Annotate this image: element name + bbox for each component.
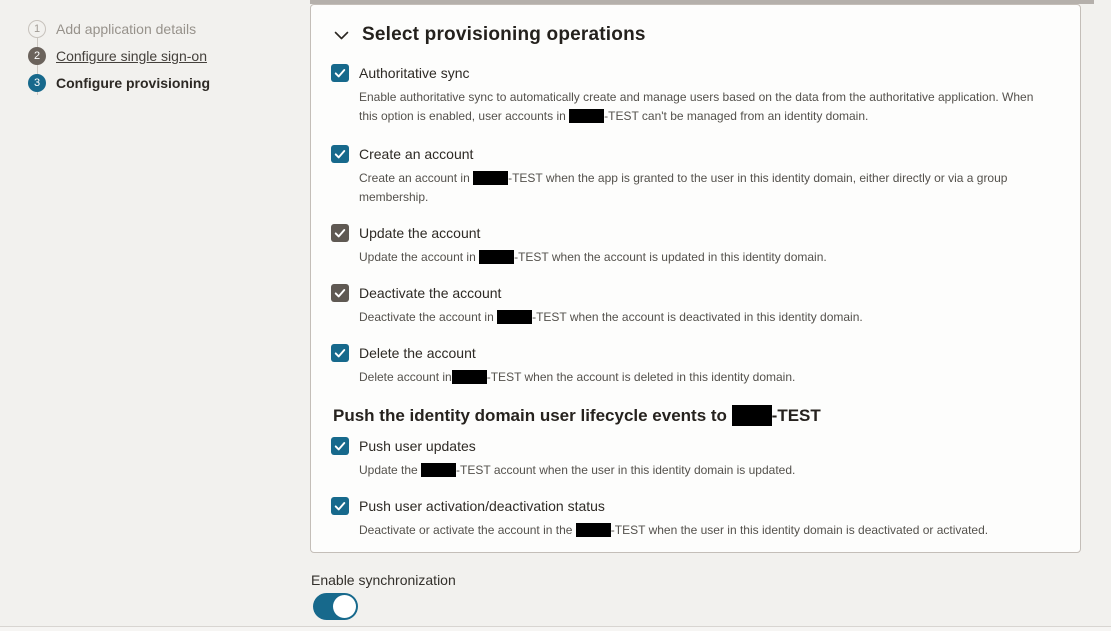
redaction-box	[473, 171, 508, 185]
operations-list	[311, 64, 1080, 387]
checkbox-label[interactable]: Deactivate the account	[359, 285, 502, 301]
step-add-application-details	[28, 20, 298, 38]
bottom-area	[0, 627, 1111, 631]
checkmark-icon	[334, 500, 346, 512]
chevron-down-icon[interactable]	[334, 31, 349, 40]
checkbox-label[interactable]: Push user updates	[359, 438, 476, 454]
checkmark-icon	[334, 347, 346, 359]
push-lifecycle-heading: Push the identity domain user lifecycle events to -TEST	[333, 406, 821, 425]
wizard-stepper	[28, 20, 298, 101]
operation-description: Create an account in -TEST when the app is granted to the user in this identity domain, either directly or via a group membership.	[359, 171, 1008, 204]
enable-synchronization-label: Enable synchronization	[311, 572, 456, 588]
checkbox-label[interactable]: Update the account	[359, 225, 481, 241]
redaction-box	[569, 109, 604, 123]
operation-description: Deactivate the account in -TEST when the account is deactivated in this identity domain.	[359, 310, 863, 324]
redaction-box	[421, 463, 456, 477]
operation-row-update-account	[331, 224, 1052, 267]
checkmark-icon	[334, 440, 346, 452]
checkmark-icon	[334, 227, 346, 239]
redaction-box	[732, 405, 772, 426]
redaction-box	[479, 250, 514, 264]
redaction-box	[497, 310, 532, 324]
operation-description: Enable authoritative sync to automatically create and manage users based on the data from the authoritative application. When this option is enabled, user accounts in -TEST can't be managed from an identity domain.	[359, 90, 1034, 123]
checkbox-label[interactable]: Push user activation/deactivation status	[359, 498, 605, 514]
checkbox-label[interactable]: Create an account	[359, 146, 474, 162]
enable-synchronization-toggle[interactable]	[313, 593, 358, 620]
toggle-knob	[333, 595, 356, 618]
operation-row-deactivate-account	[331, 284, 1052, 327]
operation-row-create-account	[331, 145, 1052, 207]
step-label: Add application details	[56, 21, 197, 37]
checkbox-push-activation-status[interactable]	[331, 497, 349, 515]
redaction-box	[576, 523, 611, 537]
checkbox-label[interactable]: Authoritative sync	[359, 65, 470, 81]
panel-title: Select provisioning operations	[362, 24, 646, 45]
checkbox-authoritative-sync[interactable]	[331, 64, 349, 82]
operation-row-push-user-updates	[331, 437, 1052, 480]
checkbox-label[interactable]: Delete the account	[359, 345, 476, 361]
step-label: Configure provisioning	[56, 75, 210, 91]
checkbox-deactivate-account[interactable]	[331, 284, 349, 302]
operation-row-authoritative-sync	[331, 64, 1052, 126]
step-link[interactable]: Configure single sign-on	[56, 48, 207, 64]
checkbox-create-account[interactable]	[331, 145, 349, 163]
provisioning-operations-panel	[310, 4, 1081, 553]
step-number-badge: 3	[28, 74, 46, 92]
panel-collapse-header[interactable]	[311, 5, 1080, 46]
operation-description: Deactivate or activate the account in the -TEST when the user in this identity domain is deactivated or activated.	[359, 523, 989, 537]
checkmark-icon	[334, 148, 346, 160]
checkbox-push-user-updates[interactable]	[331, 437, 349, 455]
redaction-box	[452, 370, 487, 384]
checkbox-update-account[interactable]	[331, 224, 349, 242]
step-configure-single-sign-on[interactable]	[28, 47, 298, 65]
checkbox-delete-account[interactable]	[331, 344, 349, 362]
operation-row-delete-account	[331, 344, 1052, 387]
operation-row-push-activation-status	[331, 497, 1052, 540]
step-number-badge: 2	[28, 47, 46, 65]
checkmark-icon	[334, 67, 346, 79]
step-number-badge: 1	[28, 20, 46, 38]
operation-description: Update the account in -TEST when the account is updated in this identity domain.	[359, 250, 827, 264]
operation-description: Delete account in -TEST when the account is deleted in this identity domain.	[359, 370, 796, 384]
step-configure-provisioning	[28, 74, 298, 92]
operation-description: Update the -TEST account when the user in this identity domain is updated.	[359, 463, 796, 477]
checkmark-icon	[334, 287, 346, 299]
push-operations-list	[311, 437, 1080, 540]
